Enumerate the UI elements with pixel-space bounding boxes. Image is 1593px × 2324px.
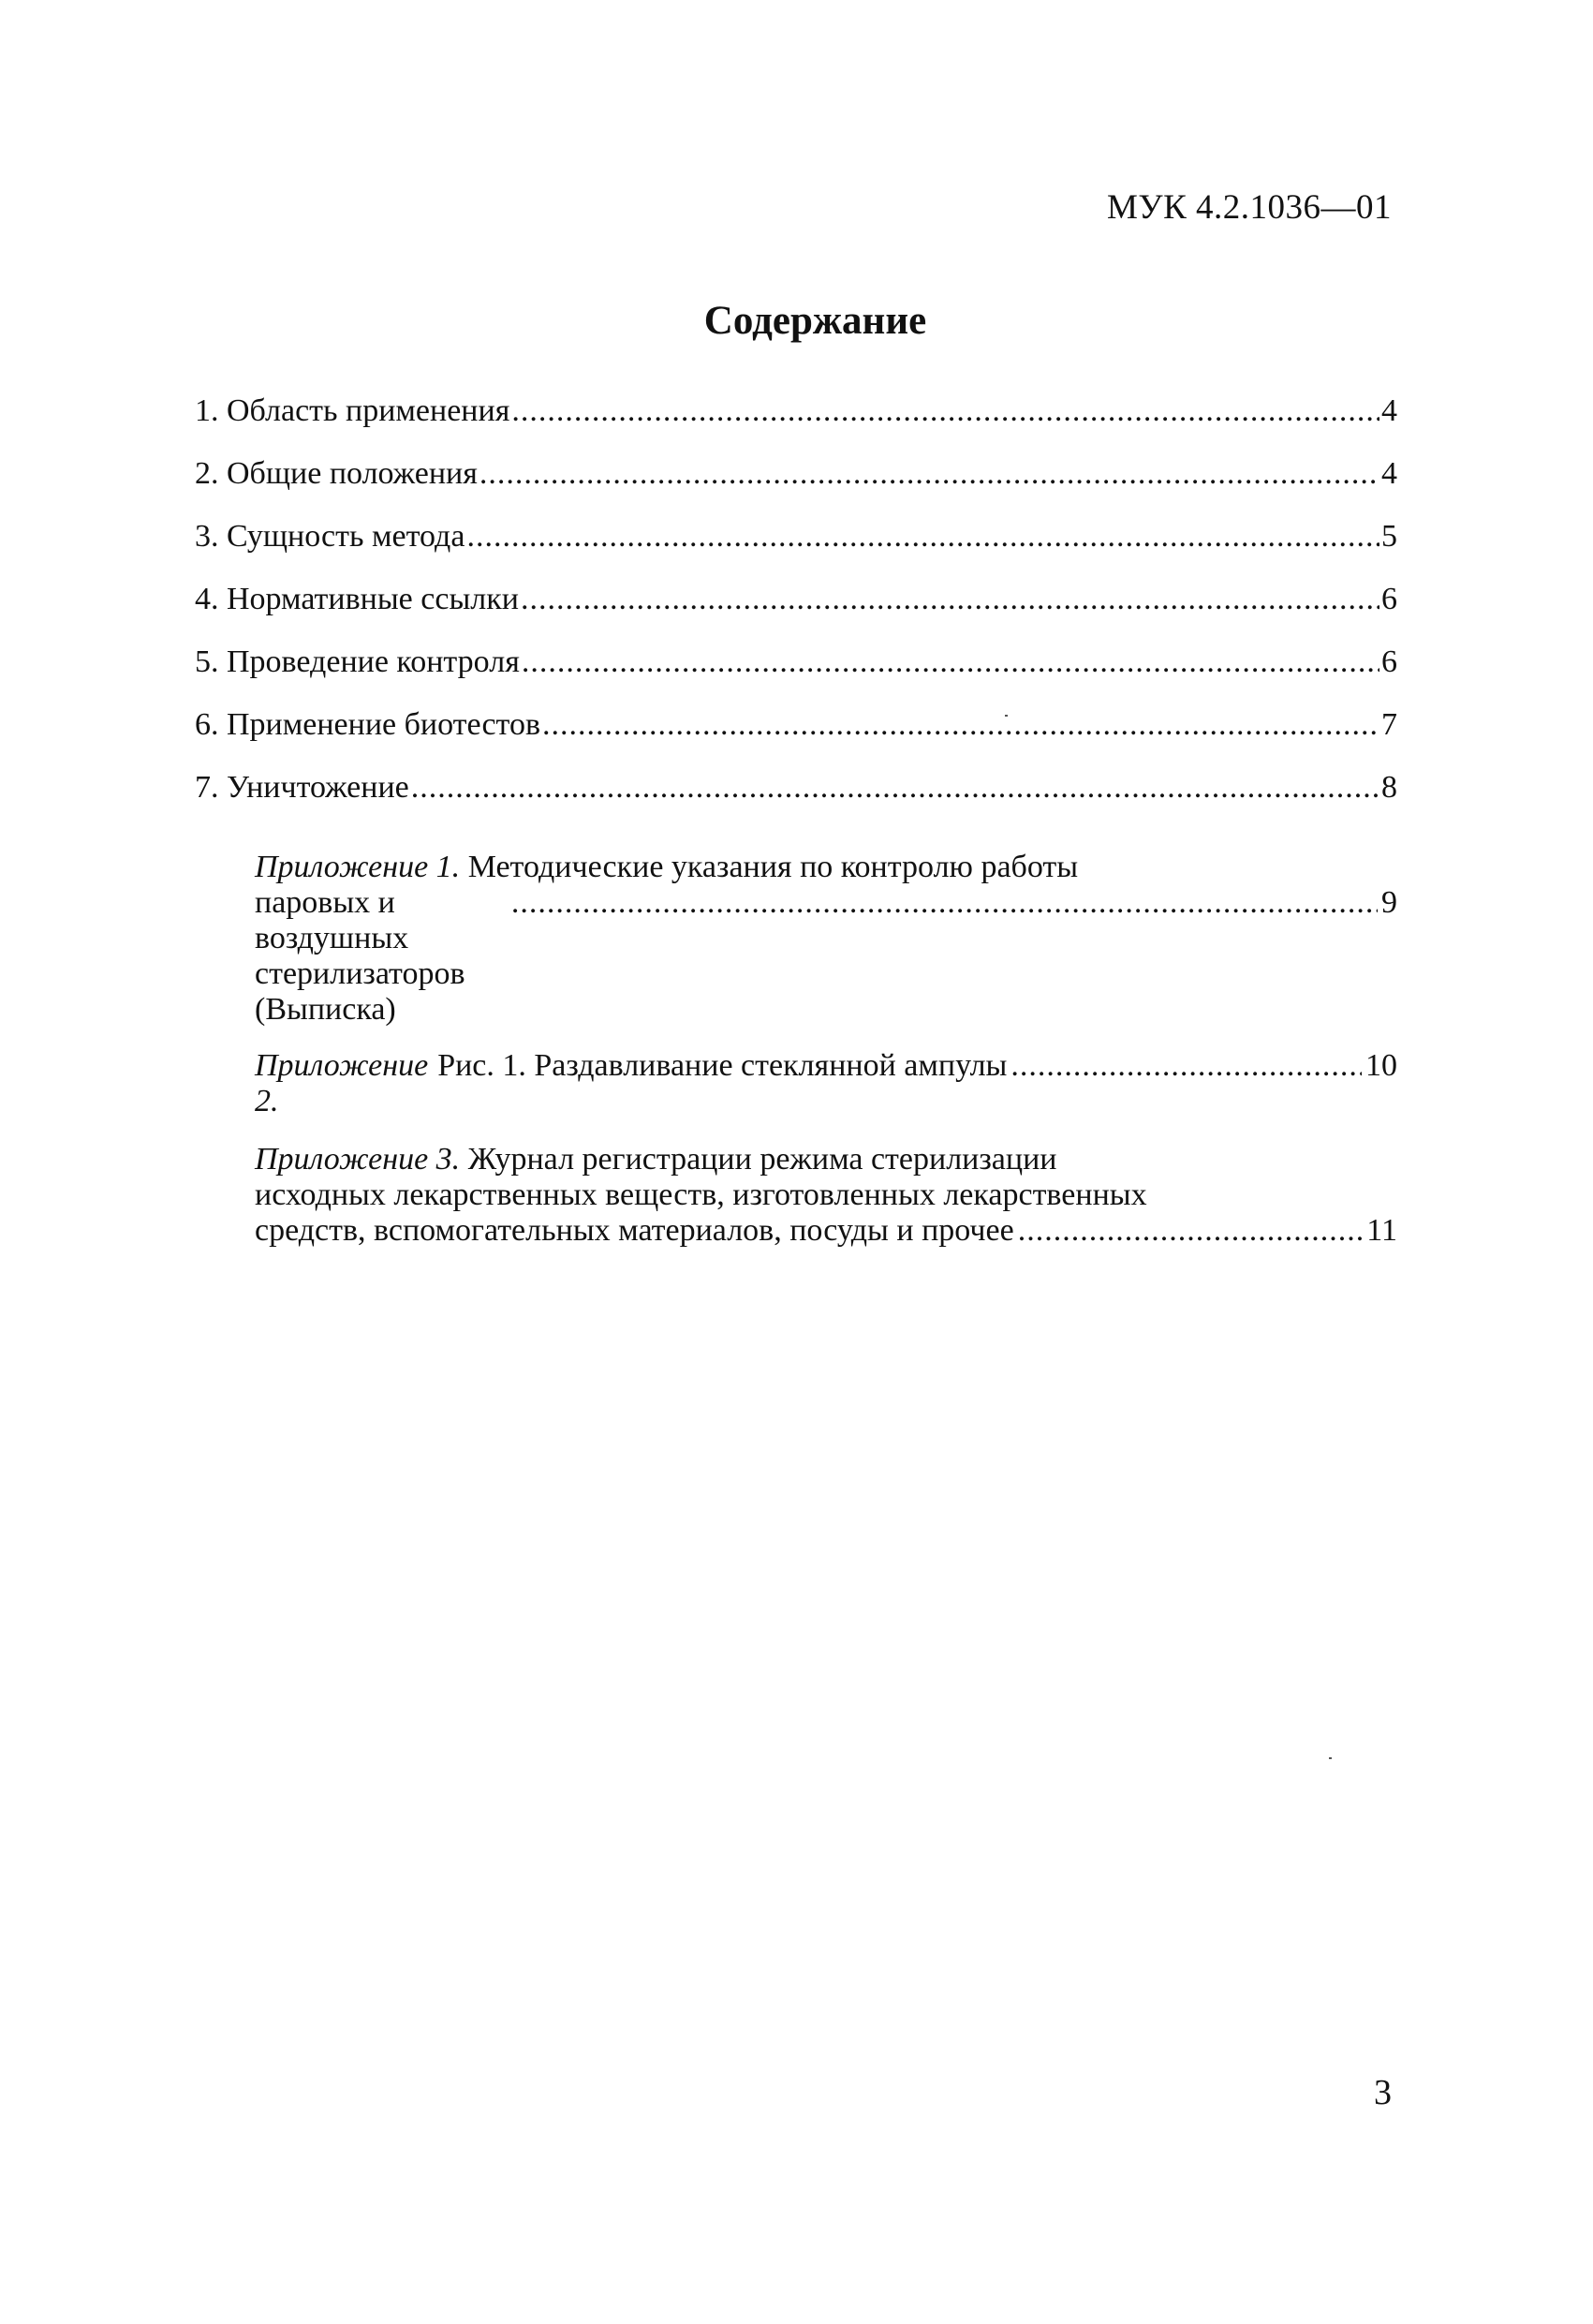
appendix-title: Журнал регистрации режима стерилизации xyxy=(467,1142,1057,1177)
appendix-last-line xyxy=(255,1048,1397,1119)
scan-speck xyxy=(1005,715,1008,717)
toc-item-page: 6 xyxy=(1381,644,1397,679)
appendix-prefix: Приложение 2. xyxy=(255,1048,429,1118)
toc-appendix-3[interactable] xyxy=(255,1142,1397,1249)
page-number: 3 xyxy=(1374,2073,1392,2112)
dot-leader xyxy=(479,456,1379,492)
toc-item-page: 4 xyxy=(1381,393,1397,428)
toc-item-page: 6 xyxy=(1381,582,1397,616)
scan-speck xyxy=(1329,1757,1332,1759)
toc-item[interactable] xyxy=(195,707,1397,770)
appendix-last-line xyxy=(255,885,1397,1028)
toc-item-page: 5 xyxy=(1381,519,1397,554)
toc-item-label: 6. Применение биотестов xyxy=(195,707,541,742)
appendix-first-line xyxy=(255,1142,1397,1177)
document-code: МУК 4.2.1036—01 xyxy=(1106,188,1392,227)
dot-leader xyxy=(521,582,1379,617)
toc-item[interactable] xyxy=(195,393,1397,456)
dot-leader xyxy=(511,885,1378,921)
toc-item-page: 7 xyxy=(1381,707,1397,742)
toc-item-page: 4 xyxy=(1381,456,1397,491)
toc-item-label: 7. Уничтожение xyxy=(195,770,409,805)
table-of-contents xyxy=(195,393,1397,1269)
toc-item[interactable] xyxy=(195,519,1397,582)
dot-leader xyxy=(542,707,1379,743)
appendix-first-line xyxy=(255,850,1397,885)
toc-item-label: 5. Проведение контроля xyxy=(195,644,520,679)
appendix-prefix: Приложение 1. xyxy=(255,850,461,884)
appendix-title-end: средств, вспомогательных материалов, посуды и прочее xyxy=(255,1213,1014,1248)
dot-leader xyxy=(511,393,1379,429)
toc-item[interactable] xyxy=(195,644,1397,707)
dot-leader xyxy=(1018,1213,1364,1249)
appendix-prefix: Приложение 3. xyxy=(255,1142,461,1177)
toc-appendix-1[interactable] xyxy=(255,850,1397,1028)
dot-leader xyxy=(411,770,1379,806)
appendix-middle-line: исходных лекарственных веществ, изготовленных лекарственных xyxy=(255,1177,1147,1212)
dot-leader xyxy=(1010,1048,1362,1084)
page-title-text: Содержание xyxy=(703,299,927,343)
dot-leader xyxy=(522,644,1379,680)
toc-appendix-2[interactable] xyxy=(255,1048,1397,1119)
appendix-title: Методические указания по контролю работы xyxy=(467,850,1079,884)
appendix-page: 9 xyxy=(1381,885,1397,920)
appendix-page: 11 xyxy=(1366,1213,1397,1248)
appendix-last-line xyxy=(255,1213,1397,1249)
toc-item-label: 4. Нормативные ссылки xyxy=(195,582,519,616)
appendix-page: 10 xyxy=(1365,1048,1397,1083)
toc-item-label: 1. Область применения xyxy=(195,393,510,428)
toc-item[interactable] xyxy=(195,456,1397,519)
toc-item-page: 8 xyxy=(1381,770,1397,805)
toc-item[interactable] xyxy=(195,582,1397,644)
toc-item-label: 2. Общие положения xyxy=(195,456,478,491)
dot-leader xyxy=(466,519,1379,555)
appendix-title-end: паровых и воздушных стерилизаторов (Выписка) xyxy=(255,885,465,1027)
toc-item[interactable] xyxy=(195,770,1397,833)
toc-item-label: 3. Сущность метода xyxy=(195,519,465,554)
appendix-title: Рис. 1. Раздавливание стеклянной ампулы xyxy=(437,1048,1008,1083)
page-title xyxy=(0,298,1593,344)
